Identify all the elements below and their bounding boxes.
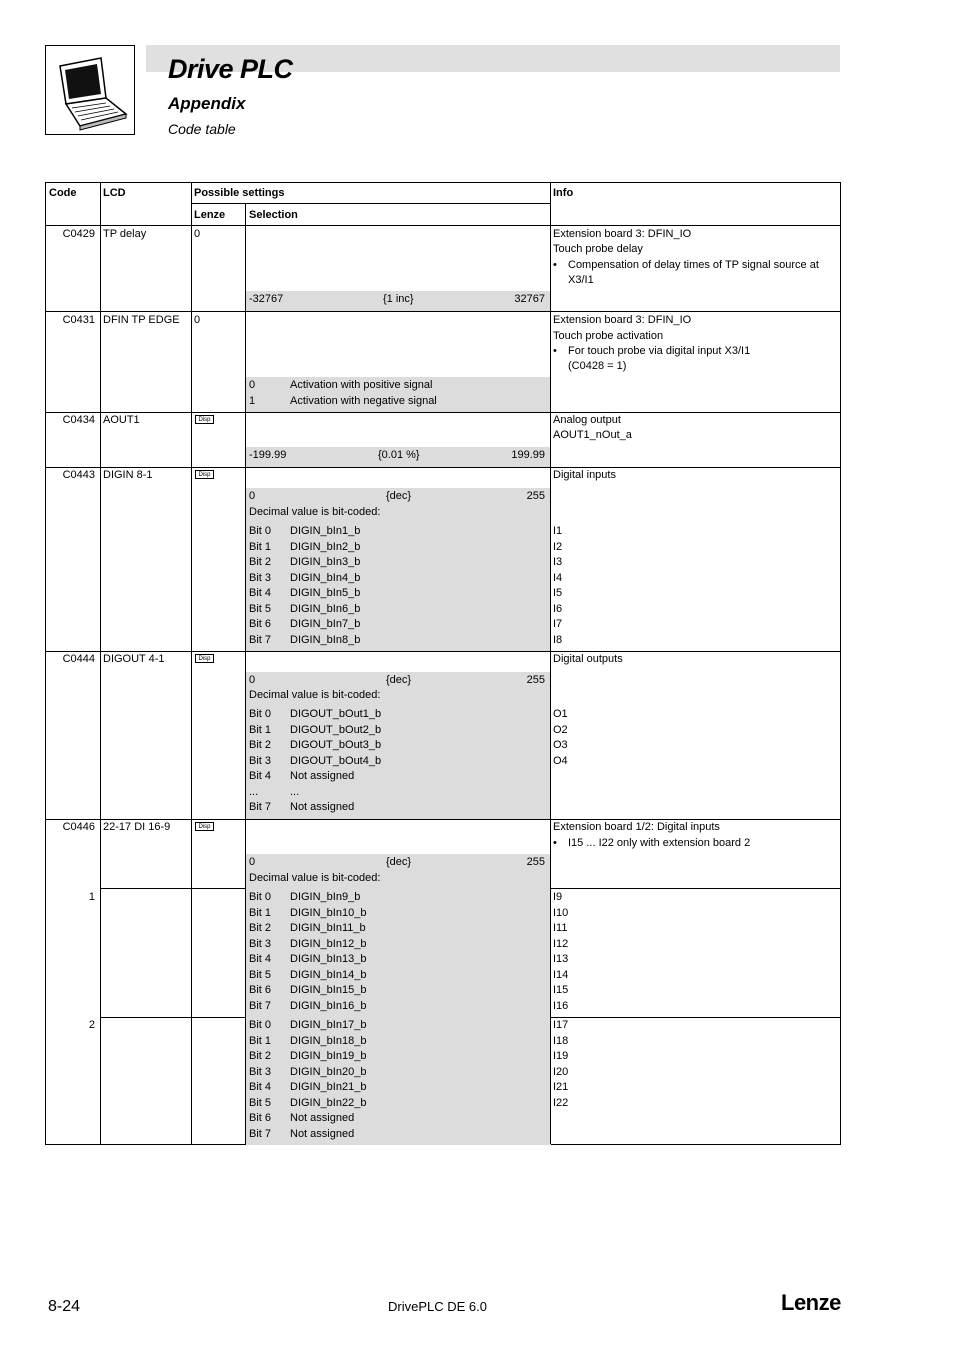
info-c0443: Digital inputs xyxy=(553,469,616,481)
info-c0429-1: Extension board 3: DFIN_IO xyxy=(553,228,692,240)
disp-badge: Disp xyxy=(195,470,214,479)
bit-label: Bit 1 xyxy=(249,906,272,919)
bit-label: Bit 0 xyxy=(249,891,272,903)
header-lenze: Lenze xyxy=(194,209,226,221)
info-c0434-1: Analog output xyxy=(553,414,621,426)
max-c0429: 32767 xyxy=(514,293,545,305)
disp-badge: Disp xyxy=(195,415,214,424)
bit-info: I3 xyxy=(553,556,563,568)
laptop-icon xyxy=(46,46,134,134)
bit-label: Bit 7 xyxy=(249,1127,272,1140)
info-c0444: Digital outputs xyxy=(553,653,623,665)
bit-label: Bit 6 xyxy=(249,984,272,996)
bit-info: I1 xyxy=(553,525,563,537)
bit-name: Not assigned xyxy=(290,801,355,813)
bit-label: Bit 5 xyxy=(249,968,272,981)
bit-info: I13 xyxy=(553,953,569,965)
unit-c0444: {dec} xyxy=(386,674,412,686)
bit-name: DIGIN_bIn2_b xyxy=(290,540,361,553)
bit-name: DIGIN_bIn13_b xyxy=(290,953,367,965)
min-c0443: 0 xyxy=(249,490,256,502)
min-c0446: 0 xyxy=(249,856,256,868)
bit-name: DIGIN_bIn8_b xyxy=(290,633,361,646)
bit-label: Bit 0 xyxy=(249,708,272,720)
bit-label: Bit 7 xyxy=(249,999,272,1012)
bit-label: Bit 0 xyxy=(249,525,272,537)
code-c0434: C0434 xyxy=(62,414,95,426)
bit-label: Bit 5 xyxy=(249,602,272,615)
bit-name: DIGIN_bIn17_b xyxy=(290,1019,367,1031)
header-possible-settings: Possible settings xyxy=(194,187,285,199)
bit-label: Bit 7 xyxy=(249,801,272,813)
bit-name: DIGIN_bIn4_b xyxy=(290,571,361,584)
bit-info: I4 xyxy=(553,571,563,584)
bit-name: DIGIN_bIn5_b xyxy=(290,587,361,599)
unit-c0446: {dec} xyxy=(386,856,412,868)
lenze-c0431: 0 xyxy=(194,314,201,326)
code-c0431: C0431 xyxy=(62,314,95,326)
bit-info: I16 xyxy=(553,999,569,1012)
bit-info: I9 xyxy=(553,891,563,903)
bit-label: Bit 2 xyxy=(249,556,272,568)
code-c0429: C0429 xyxy=(62,228,95,240)
info-c0429-bullet-cont: X3/I1 xyxy=(568,274,594,286)
bit-info: I17 xyxy=(553,1019,569,1031)
subcode-2: 2 xyxy=(88,1019,95,1031)
header-lcd: LCD xyxy=(103,187,126,199)
code-c0443: C0443 xyxy=(62,469,95,481)
bit-label: Bit 6 xyxy=(249,1112,272,1124)
bit-info: I22 xyxy=(553,1096,569,1109)
info-c0431-bullet-cont: (C0428 = 1) xyxy=(568,360,627,372)
bit-label: Bit 7 xyxy=(249,633,272,646)
info-c0434-2: AOUT1_nOut_a xyxy=(553,429,632,441)
bit-label: Bit 2 xyxy=(249,739,272,751)
unit-c0443: {dec} xyxy=(386,490,412,502)
lcd-c0431: DFIN TP EDGE xyxy=(103,314,180,326)
min-c0444: 0 xyxy=(249,674,256,686)
max-c0434: 199.99 xyxy=(511,449,545,461)
bit-label: Bit 2 xyxy=(249,1050,272,1062)
bit-label: Bit 3 xyxy=(249,571,272,584)
bit-label: Bit 3 xyxy=(249,937,272,950)
chapter-title: Appendix xyxy=(168,94,246,113)
option-text: Activation with positive signal xyxy=(290,379,433,391)
bit-info: O1 xyxy=(553,708,568,720)
header-selection: Selection xyxy=(249,209,298,221)
disp-badge: Disp xyxy=(195,822,214,831)
bit-info: I15 xyxy=(553,984,569,996)
bit-info: I5 xyxy=(553,587,563,599)
bit-label: Bit 1 xyxy=(249,540,272,553)
bit-name: DIGIN_bIn1_b xyxy=(290,525,361,537)
option-value: 1 xyxy=(249,395,256,407)
note-c0443: Decimal value is bit-coded: xyxy=(249,506,381,518)
bit-name: DIGIN_bIn11_b xyxy=(290,922,366,934)
bit-name: DIGOUT_bOut2_b xyxy=(290,723,382,736)
bit-name: DIGIN_bIn6_b xyxy=(290,602,361,615)
lcd-c0443: DIGIN 8-1 xyxy=(103,469,153,481)
bit-name: DIGIN_bIn16_b xyxy=(290,999,367,1012)
max-c0443: 255 xyxy=(526,490,545,502)
note-c0444: Decimal value is bit-coded: xyxy=(249,689,381,701)
lcd-c0446: 22-17 DI 16-9 xyxy=(103,821,171,833)
brand-logo: Lenze xyxy=(781,1290,841,1315)
bit-label: ... xyxy=(249,785,259,798)
bit-info: I10 xyxy=(553,906,569,919)
bit-info: I2 xyxy=(553,540,563,553)
info-c0446: Extension board 1/2: Digital inputs xyxy=(553,821,720,833)
bit-name: DIGOUT_bOut3_b xyxy=(290,739,382,751)
bit-name: DIGOUT_bOut4_b xyxy=(290,754,382,767)
bit-info: I12 xyxy=(553,937,569,950)
min-c0434: -199.99 xyxy=(249,449,287,461)
option-text: Activation with negative signal xyxy=(290,395,437,407)
bit-name: DIGIN_bIn15_b xyxy=(290,984,367,996)
bit-label: Bit 4 xyxy=(249,587,272,599)
page-number: 8-24 xyxy=(48,1298,81,1315)
lcd-c0434: AOUT1 xyxy=(103,414,140,426)
lcd-c0444: DIGOUT 4-1 xyxy=(103,653,165,665)
bit-label: Bit 6 xyxy=(249,618,272,630)
bit-info: I21 xyxy=(553,1081,569,1093)
info-c0431-bullet: • For touch probe via digital input X3/I1 xyxy=(568,344,750,360)
info-c0446-bullet: • I15 ... I22 only with extension board 2 xyxy=(568,836,750,852)
manual-logo xyxy=(45,45,135,135)
bit-name: DIGIN_bIn18_b xyxy=(290,1034,367,1047)
header-info: Info xyxy=(553,187,574,199)
info-c0431-1: Extension board 3: DFIN_IO xyxy=(553,314,692,326)
bit-label: Bit 4 xyxy=(249,1081,272,1093)
unit-c0434: {0.01 %} xyxy=(378,449,420,461)
info-c0429-2: Touch probe delay xyxy=(553,243,643,255)
lcd-c0429: TP delay xyxy=(103,228,147,240)
bit-name: DIGOUT_bOut1_b xyxy=(290,708,382,720)
bit-label: Bit 2 xyxy=(249,922,272,934)
bit-info: O3 xyxy=(553,739,568,751)
code-c0444: C0444 xyxy=(62,653,95,665)
bit-info: O4 xyxy=(553,754,568,767)
bit-name: DIGIN_bIn21_b xyxy=(290,1081,367,1093)
disp-badge: Disp xyxy=(195,654,214,663)
info-c0429-bullet: • Compensation of delay times of TP signal source at xyxy=(568,258,819,274)
option-value: 0 xyxy=(249,379,256,391)
code-table xyxy=(45,182,841,1145)
subcode-1: 1 xyxy=(88,891,95,903)
bit-label: Bit 4 xyxy=(249,770,272,782)
bit-label: Bit 3 xyxy=(249,754,272,767)
bit-name: DIGIN_bIn3_b xyxy=(290,556,361,568)
page-title: Drive PLC xyxy=(168,54,293,84)
bit-name: Not assigned xyxy=(290,770,355,782)
bit-info: I19 xyxy=(553,1050,569,1062)
bit-info: I7 xyxy=(553,618,563,630)
bit-label: Bit 4 xyxy=(249,953,272,965)
bit-info: I18 xyxy=(553,1034,569,1047)
unit-c0429: {1 inc} xyxy=(383,293,414,305)
bit-name: Not assigned xyxy=(290,1112,355,1124)
bit-label: Bit 0 xyxy=(249,1019,272,1031)
bit-label: Bit 1 xyxy=(249,1034,272,1047)
header-code: Code xyxy=(49,187,77,199)
bit-name: DIGIN_bIn20_b xyxy=(290,1065,367,1078)
bit-info: I11 xyxy=(553,922,568,934)
max-c0446: 255 xyxy=(526,856,545,868)
note-c0446: Decimal value is bit-coded: xyxy=(249,872,381,884)
bit-name: Not assigned xyxy=(290,1127,355,1140)
min-c0429: -32767 xyxy=(249,293,284,305)
code-c0446: C0446 xyxy=(62,821,95,833)
max-c0444: 255 xyxy=(526,674,545,686)
bit-name: DIGIN_bIn7_b xyxy=(290,618,361,630)
bit-name: DIGIN_bIn22_b xyxy=(290,1096,367,1109)
document-name: DrivePLC DE 6.0 xyxy=(388,1299,487,1314)
section-title: Code table xyxy=(168,121,236,137)
bit-info: I8 xyxy=(553,633,563,646)
bit-label: Bit 1 xyxy=(249,723,272,736)
bit-name: DIGIN_bIn10_b xyxy=(290,906,367,919)
info-c0431-2: Touch probe activation xyxy=(553,330,664,342)
bit-name: DIGIN_bIn14_b xyxy=(290,968,367,981)
bit-info: I14 xyxy=(553,968,569,981)
bit-info: O2 xyxy=(553,723,568,736)
bit-name: DIGIN_bIn19_b xyxy=(290,1050,367,1062)
bit-info: I6 xyxy=(553,602,563,615)
bit-label: Bit 3 xyxy=(249,1065,272,1078)
lenze-c0429: 0 xyxy=(194,228,201,240)
bit-name: DIGIN_bIn12_b xyxy=(290,937,367,950)
bit-label: Bit 5 xyxy=(249,1096,272,1109)
bit-name: DIGIN_bIn9_b xyxy=(290,891,361,903)
bit-name: ... xyxy=(290,785,300,798)
bit-info: I20 xyxy=(553,1065,569,1078)
